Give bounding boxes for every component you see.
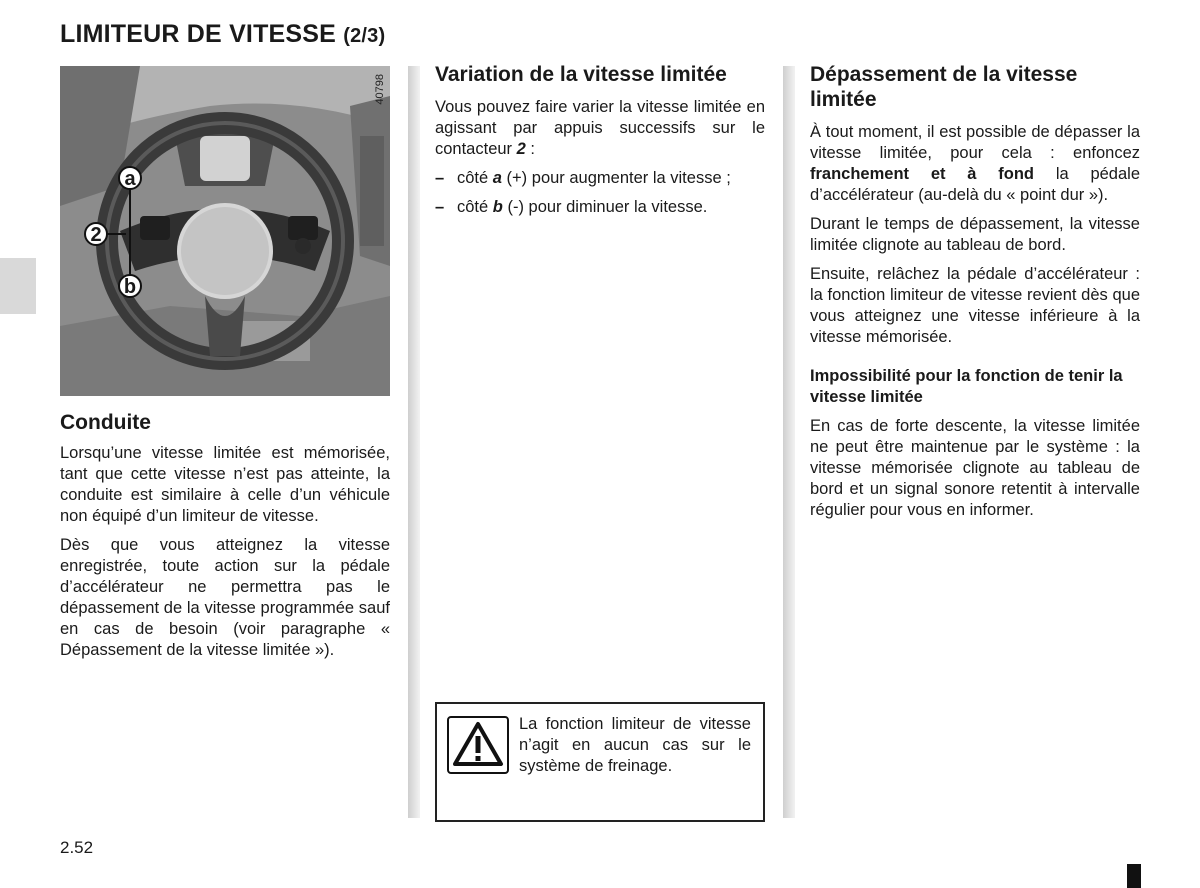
page-title-part: (2/3) xyxy=(343,25,386,47)
text-run: côté xyxy=(457,169,493,187)
column-divider xyxy=(408,66,420,818)
warning-triangle-drawing xyxy=(449,718,507,772)
emphasis-text: franchement et à fond xyxy=(810,165,1035,183)
text-run: : xyxy=(525,140,535,158)
emphasis-text: 2 xyxy=(516,140,526,158)
callout-a: a xyxy=(118,166,142,190)
page-title-text: LIMITEUR DE VITESSE xyxy=(60,20,337,48)
callout-2: 2 xyxy=(84,222,108,246)
column-conduite xyxy=(60,62,390,661)
callout-b: b xyxy=(118,274,142,298)
list-item xyxy=(435,197,765,218)
steering-wheel-drawing xyxy=(60,66,390,396)
paragraph xyxy=(810,122,1140,206)
steering-wheel-illustration xyxy=(60,66,390,396)
section-heading-conduite: Conduite xyxy=(60,411,151,434)
warning-text: La fonction limiteur de vitesse n’agit en aucun cas sur le système de freinage. xyxy=(519,715,751,775)
text-run: Vous pouvez faire varier la vitesse limitée en agissant par appuis successifs sur le contacteur xyxy=(435,98,765,158)
section-heading-depassement: Dépassement de la vitesse limitée xyxy=(810,63,1078,111)
warning-box xyxy=(435,702,765,822)
dash-bullet: – xyxy=(435,198,445,216)
page-number: 2.52 xyxy=(60,838,94,857)
figure-reference-number: 40798 xyxy=(374,74,386,105)
dash-bullet: – xyxy=(435,169,445,187)
column-depassement xyxy=(810,62,1140,521)
dash-list xyxy=(435,168,765,218)
paragraph: Dès que vous atteignez la vitesse enregistrée, toute action sur la pédale d’accélérateur ne permettra pas le dépassement de la vitesse programmée sauf en cas de besoin (voir paragraphe « Dépassement de la vitesse limitée »). xyxy=(60,536,390,659)
emphasis-text: a xyxy=(492,169,502,187)
paragraph: Durant le temps de dépassement, la vitesse limitée clignote au tableau de bord. xyxy=(810,215,1140,254)
paragraph: Lorsqu’une vitesse limitée est mémorisée, tant que cette vitesse n’est pas atteinte, la conduite est similaire à celle d’un véhicule non équipé d’un limiteur de vitesse. xyxy=(60,444,390,525)
column-divider xyxy=(783,66,795,818)
emphasis-text: b xyxy=(492,198,503,216)
list-item xyxy=(435,168,765,189)
text-run: (-) pour diminuer la vitesse. xyxy=(502,198,708,216)
text-run: (+) pour augmenter la vitesse ; xyxy=(501,169,731,187)
section-heading-variation: Variation de la vitesse limitée xyxy=(435,63,727,86)
paragraph xyxy=(435,97,765,160)
text-run: côté xyxy=(457,198,493,216)
chapter-tab xyxy=(0,258,36,314)
subheading-impossibilite: Impossibilité pour la fonction de tenir la vitesse limitée xyxy=(810,367,1123,406)
warning-triangle-icon xyxy=(447,716,509,774)
page-corner-mark xyxy=(1127,864,1141,888)
page-title xyxy=(60,20,385,49)
column-variation xyxy=(435,62,765,218)
text-run: À tout moment, il est possible de dépasser la vitesse limitée, pour cela : enfoncez xyxy=(810,123,1140,162)
text-run: la pédale d’accélérateur (au-delà du « point dur »). xyxy=(810,165,1141,204)
paragraph: En cas de forte descente, la vitesse limitée ne peut être maintenue par le système : la vitesse mémorisée clignote au tableau de bord et un signal sonore retentit à intervalle régulier pour vous en informer. xyxy=(810,417,1140,519)
paragraph: Ensuite, relâchez la pédale d’accélérateur : la fonction limiteur de vitesse revient dès que vous atteignez une vitesse inférieure à la vitesse mémorisée. xyxy=(810,265,1140,346)
